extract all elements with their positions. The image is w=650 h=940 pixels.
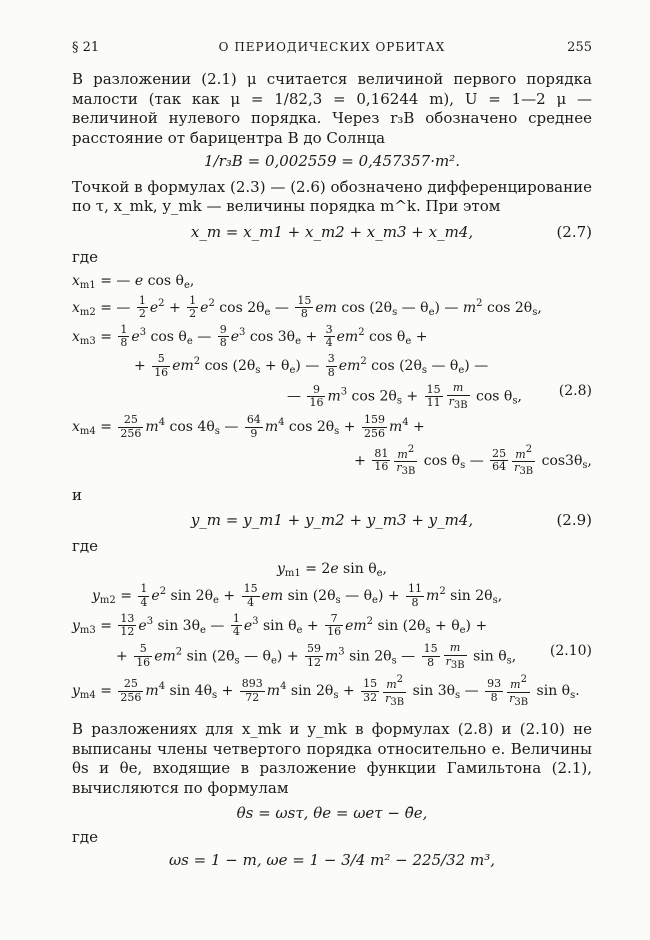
where-label-2: где: [72, 536, 98, 555]
eq-theta: θs = ωsτ, θe = ωeτ − θ̄e,: [236, 804, 428, 823]
formula-ym4: $y_{m4}$ = $\frac{25}{256}$ $m^4$ $\sin 4\theta_s$ + $\frac{893}{72}$ $m^4$ $\sin 2\theta_s$ + $\frac{15}{32}$ $\frac{m^2}{r_{3B}}$ $\sin 3\theta_s$ — $\frac{93}{8}$ $\frac{m^2}{r_{3B}}$ $\sin \theta_s$.: [72, 674, 580, 708]
running-head: [72, 40, 592, 62]
eq-number-2-10: (2.10): [549, 642, 592, 659]
formula-ym1: $y_{m1} = 2e$ $\sin \theta_e$,: [276, 561, 387, 580]
formula-ym3-line1: $y_{m3}$ = $\frac{13}{12}$ $e^3$ $\sin 3\theta_e$ — $\frac{1}{4}$ $e^3$ $\sin \theta_e$ + $\frac{7}{16}$ $em^2$ $\sin (2\theta_s + \theta_e)$ +: [72, 611, 488, 639]
eq-xm: x_m = x_m1 + x_m2 + x_m3 + x_m4,: [190, 222, 474, 241]
eq-number-2-9: (2.9): [556, 511, 592, 530]
formula-xm1: $x_{m1}$ = — e $\cos \theta_e$,: [72, 272, 195, 291]
eq-2-7: [72, 223, 592, 243]
formula-ym3-line2: + $\frac{5}{16}$ $em^2$ $\sin (2\theta_s$ — $\theta_e$) + $\frac{59}{12}$ $m^3$ $\sin 2\theta_s$ — $\frac{15}{8}$ $\frac{m}{r_{3B}}$ $\sin \theta_s$, (2.10): [116, 640, 592, 671]
eq-2-9: [72, 511, 592, 531]
formula-xm3-line3: — $\frac{9}{16}$ $m^3$ $\cos 2\theta_s$ + $\frac{15}{11}$ $\frac{m}{r_{3B}}$ $\cos \theta_s$, (2.8): [287, 381, 592, 411]
eq-barycenter: 1/r₃B = 0,002559 = 0,457357·m².: [204, 152, 460, 170]
eq-ym: y_m = y_m1 + y_m2 + y_m3 + y_m4,: [190, 511, 474, 530]
expansions-paragraph: В разложениях для x_mk и y_mk в формулах (2.8) и (2.10) не выписаны члены четвертого порядка относительно e. Величины θs и θe, входящие в разложение функции Гамильтона (2.1), вычисляются по формулам: [72, 720, 592, 797]
formula-xm3-line2: + $\frac{5}{16}$ $em^2$ $\cos (2\theta_s + \theta_e)$ — $\frac{3}{8}$ $em^2$ $\cos (2\theta_s$ — $\theta_e$) —: [134, 352, 489, 379]
page-number: 255: [567, 40, 592, 55]
where-label-1: где: [72, 248, 98, 266]
eq-number-2-7: (2.7): [556, 222, 592, 241]
running-title: О ПЕРИОДИЧЕСКИХ ОРБИТАХ: [218, 40, 446, 54]
formula-xm3-line1: $x_{m3}$ = $\frac{1}{8}$ $e^3$ $\cos \theta_e$ — $\frac{9}{8}$ $e^3$ $\cos 3\theta_e$ + $\frac{3}{4}$ $em^2$ $\cos \theta_e$ +: [72, 322, 428, 350]
and-label: и: [72, 485, 82, 504]
formula-xm4-line1: $x_{m4}$ = $\frac{25}{256}$ $m^4$ $\cos 4\theta_s$ — $\frac{64}{9}$ $m^4$ $\cos 2\theta_s$ + $\frac{159}{256}$ $m^4$ +: [72, 413, 425, 441]
section-number: § 21: [72, 40, 100, 55]
page: [72, 40, 592, 875]
intro-paragraph: В разложении (2.1) μ считается величиной первого порядка малости (так как μ = 1/82,3 = 0,16244 m), U = 1—2 μ — величиной нулевого порядка. Через r₃B обозначено среднее расстояние от барицентра B до Солнца: [72, 70, 592, 147]
dot-paragraph: Точкой в формулах (2.3) — (2.6) обозначено дифференцирование по τ, x_mk, y_mk — величины порядка m^k. При этом: [72, 177, 592, 215]
formula-ym2: $y_{m2}$ = $\frac{1}{4}$ $e^2$ $\sin 2\theta_e$ + $\frac{15}{4}$ em $\sin (2\theta_s$ — $\theta_e$) + $\frac{11}{8}$ $m^2$ $\sin 2\theta_s$,: [92, 582, 503, 610]
eq-number-2-8: (2.8): [558, 383, 592, 400]
eq-omega: ωs = 1 − m, ωe = 1 − 3/4 m² − 225/32 m³,: [168, 851, 496, 870]
formula-xm4-line2: + $\frac{81}{16}$ $\frac{m^2}{r_{3B}}$ $\cos \theta_s$ — $\frac{25}{64}$ $\frac{m^2}{r_{3B}}$ $\cos 3\theta_s$,: [354, 443, 592, 478]
where-label-3: где: [72, 827, 98, 846]
formula-xm2: $x_{m2}$ = — $\frac{1}{2}$ $e^2$ + $\frac{1}{2}$ $e^2$ $\cos 2\theta_e$ — $\frac{15}{8}$ em $\cos (2\theta_s$ — $\theta_e$) — $m^2$ $\cos 2\theta_s$,: [72, 293, 542, 321]
